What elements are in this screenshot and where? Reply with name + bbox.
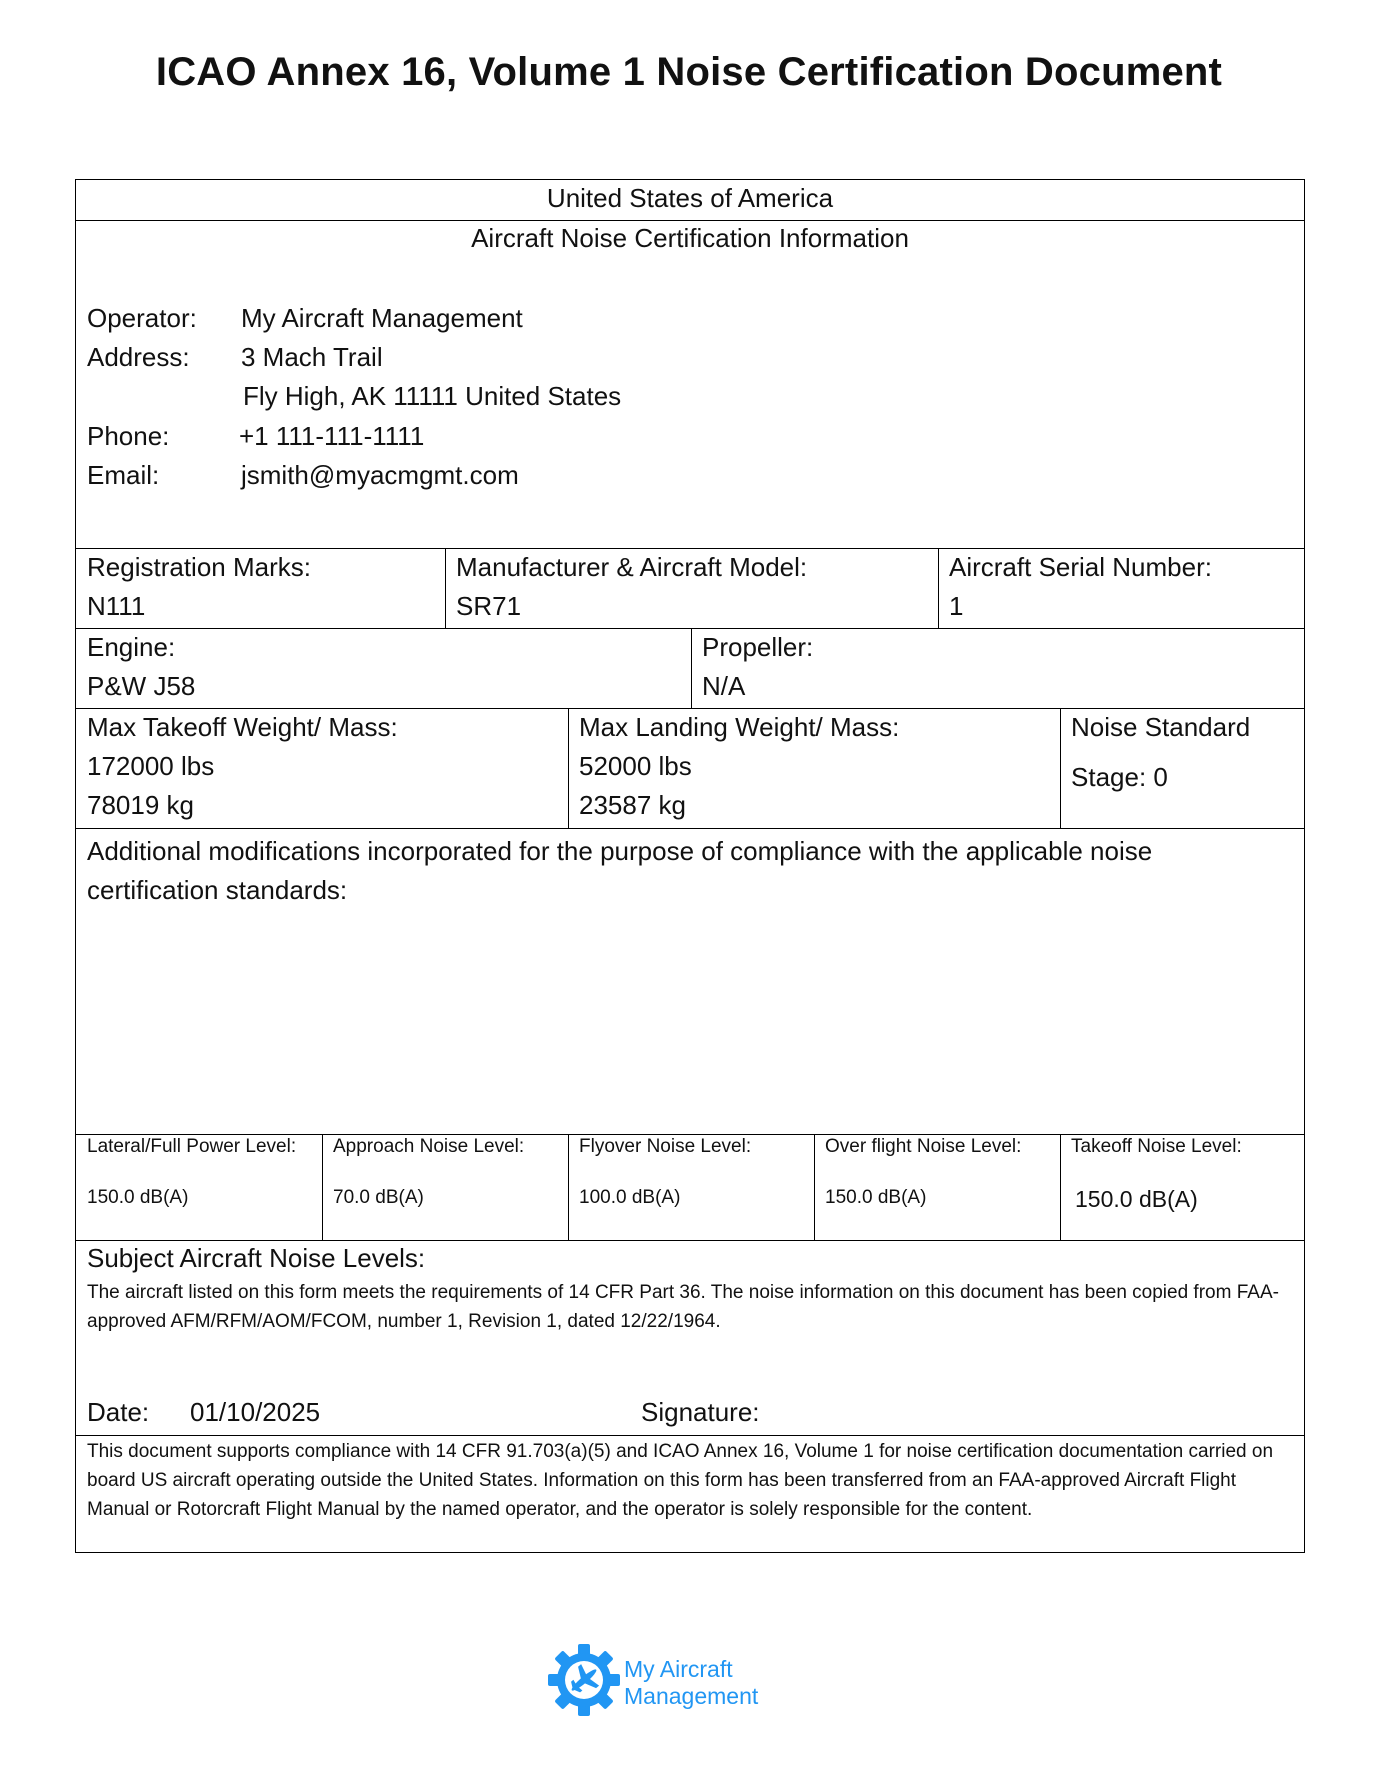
divider [76, 828, 1304, 829]
serial-value: 1 [949, 591, 964, 621]
phone-value: +1 111-111-1111 [239, 421, 425, 451]
divider [76, 1240, 1304, 1241]
subject-heading: Subject Aircraft Noise Levels: [87, 1243, 426, 1273]
overflight-noise-label: Over flight Noise Level: [825, 1136, 1022, 1157]
flyover-noise-label: Flyover Noise Level: [579, 1136, 752, 1157]
model-label: Manufacturer & Aircraft Model: [456, 552, 808, 582]
landing-weight-kg: 23587 kg [579, 790, 686, 820]
noise-standard-label: Noise Standard [1071, 712, 1251, 742]
takeoff-weight-kg: 78019 kg [87, 790, 194, 820]
takeoff-noise-value: 150.0 dB(A) [1075, 1186, 1198, 1212]
subject-text: The aircraft listed on this form meets the requirements of 14 CFR Part 36. The noise information on this document has been copied from FAA-approved AFM/RFM/AOM/FCOM, number 1, Revision 1, dated 12/22/1964. [87, 1282, 1279, 1332]
divider [814, 1134, 815, 1240]
compliance-note: This document supports compliance with 14 CFR 91.703(a)(5) and ICAO Annex 16, Volume 1 for noise certification documentation carried on board US aircraft operating outside the United States. Information on this form has been transferred from an FAA-approved Aircraft Flight Manual or Rotorcraft Flight Manual by the named operator, and the operator is solely responsible for the content. [87, 1441, 1274, 1520]
gear-airplane-icon [546, 1642, 622, 1718]
divider [691, 628, 692, 708]
divider [322, 1134, 323, 1240]
registration-label: Registration Marks: [87, 552, 311, 582]
divider [76, 708, 1304, 709]
lateral-noise-value: 150.0 dB(A) [87, 1187, 189, 1208]
signature-label: Signature: [641, 1397, 760, 1427]
divider [568, 1134, 569, 1240]
approach-noise-value: 70.0 dB(A) [333, 1187, 424, 1208]
overflight-noise-value: 150.0 dB(A) [825, 1187, 927, 1208]
logo-line1: My Aircraft [624, 1656, 733, 1682]
approach-noise-label: Approach Noise Level: [333, 1136, 525, 1157]
address-line1: 3 Mach Trail [241, 342, 383, 372]
country-heading: United States of America [546, 183, 834, 213]
email-label: Email: [87, 460, 160, 490]
takeoff-noise-label: Takeoff Noise Level: [1071, 1136, 1242, 1157]
divider [76, 1435, 1304, 1436]
company-logo [546, 1640, 806, 1720]
registration-value: N111 [87, 591, 146, 621]
model-value: SR71 [456, 591, 522, 621]
flyover-noise-value: 100.0 dB(A) [579, 1187, 681, 1208]
operator-label: Operator: [87, 303, 197, 333]
landing-weight-label: Max Landing Weight/ Mass: [579, 712, 900, 742]
divider [76, 220, 1304, 221]
noise-certification-form [75, 179, 1305, 1553]
propeller-label: Propeller: [702, 632, 814, 662]
takeoff-weight-lbs: 172000 lbs [87, 751, 215, 781]
modifications-label: Additional modifications incorporated for the purpose of compliance with the applicable noise certification standards: [87, 836, 1153, 905]
landing-weight-lbs: 52000 lbs [579, 751, 692, 781]
divider [568, 708, 569, 828]
divider [76, 628, 1304, 629]
propeller-value: N/A [702, 671, 746, 701]
address-line2: Fly High, AK 11111 United States [243, 381, 622, 411]
divider [938, 548, 939, 628]
email-value: jsmith@myacmgmt.com [241, 460, 519, 490]
operator-value: My Aircraft Management [241, 303, 523, 333]
lateral-noise-label: Lateral/Full Power Level: [87, 1136, 297, 1157]
divider [1060, 708, 1061, 828]
date-value: 01/10/2025 [190, 1397, 321, 1427]
date-label: Date: [87, 1397, 150, 1427]
engine-label: Engine: [87, 632, 176, 662]
logo-line2: Management [624, 1683, 759, 1709]
logo-text [624, 1656, 758, 1710]
noise-standard-value: Stage: 0 [1071, 762, 1168, 792]
engine-value: P&W J58 [87, 671, 196, 701]
page-title: ICAO Annex 16, Volume 1 Noise Certification Document [155, 50, 1223, 94]
serial-label: Aircraft Serial Number: [949, 552, 1212, 582]
section-heading: Aircraft Noise Certification Information [471, 223, 909, 253]
phone-label: Phone: [87, 421, 170, 451]
divider [76, 548, 1304, 549]
takeoff-weight-label: Max Takeoff Weight/ Mass: [87, 712, 398, 742]
address-label: Address: [87, 342, 190, 372]
divider [445, 548, 446, 628]
divider [1060, 1134, 1061, 1240]
